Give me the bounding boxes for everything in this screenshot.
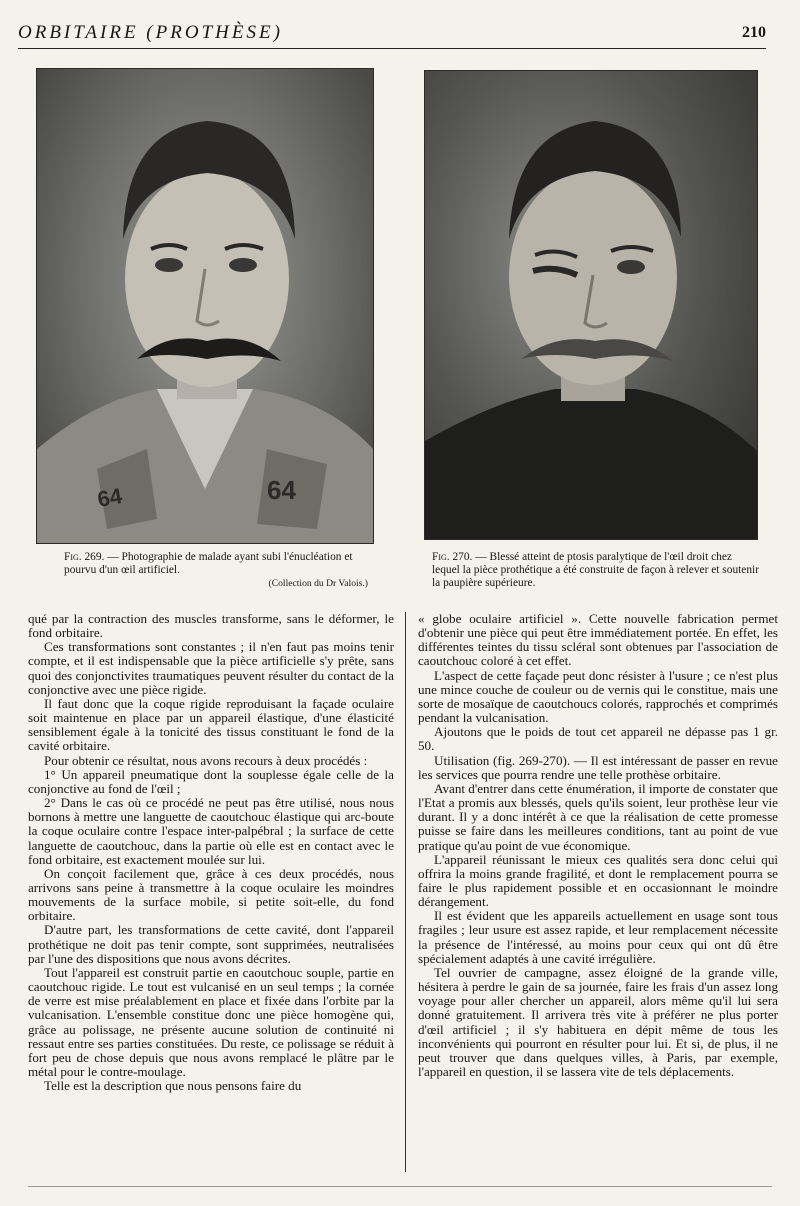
paragraph: D'autre part, les transformations de cette cavité, dont l'appareil prothétique ne doit pas tenir compte, sont supprimées, neutralisées par l'une des dispositions que nous avons décrites.: [28, 922, 394, 966]
paragraph: L'aspect de cette façade peut donc résister à l'usure ; ce n'est plus une mince couche de couleur ou de vernis qui le constitue, mais une sorte de mosaïque de caoutchoucs colorés, rapprochés et comprimés pendant la vulcanisation.: [418, 667, 778, 726]
figure-269-credit: (Collection du Dr Valois.): [268, 578, 368, 589]
svg-text:64: 64: [95, 483, 124, 512]
paragraph: Pour obtenir ce résultat, nous avons recours à deux procédés :: [44, 752, 368, 768]
figure-269-label: Fig. 269.: [64, 551, 105, 563]
figure-270-photo: [424, 70, 758, 540]
paragraph: 2° Dans le cas où ce procédé ne peut pas être utilisé, nous nous bornons à mettre une languette de caoutchouc élastique qui arc-boute la coque oculaire contre l'espace inter-palpébral ; la surface de cette languette de caoutchouc, dans la partie où elle est en contact avec le fond orbitaire, est exactement moulée sur lui.: [28, 795, 394, 867]
figure-270-caption: [432, 551, 762, 590]
paragraph: Ajoutons que le poids de tout cet appareil ne dépasse pas 1 gr. 50.: [418, 724, 778, 754]
paragraph: Ces transformations sont constantes ; il n'en faut pas moins tenir compte, et il est indispensable que la pièce artificielle s'y prête, sans quoi des conjonctivites traumatiques peuvent résulter du contact de la conjonctive avec une pièce rigide.: [28, 639, 394, 697]
bottom-rule: [28, 1186, 772, 1187]
running-header: [18, 22, 766, 49]
paragraph: 1° Un appareil pneumatique dont la souplesse égale celle de la conjonctive au fond de l'œil ;: [28, 766, 394, 796]
column-divider: [405, 612, 406, 1172]
paragraph: Tout l'appareil est construit partie en caoutchouc souple, partie en caoutchouc rigide. Le tout est vulcanisé en un seul temps ; la cornée de verre est mise préalablement en place et fixée dans l'orbite par la vulcanisation. L'ensemble constitue donc une pièce homogène qui, grâce au polissage, ne présente aucune solution de continuité ni ressaut entre ses parties constituées. Du reste, ce polissage se réduit à fort peu de chose depuis que nous avons remplacé le plâtre par le métal pour le contre-moulage.: [28, 964, 394, 1079]
paragraph: On conçoit facilement que, grâce à ces deux procédés, nous arrivons sans peine à transmettre à la coque oculaire les moindres mouvements de la surface mobile, si petite soit-elle, du fond orbitaire.: [28, 865, 394, 924]
figure-270-label: Fig. 270.: [432, 551, 473, 563]
figure-269-caption: [64, 551, 374, 590]
left-text-column: [28, 612, 394, 1093]
figure-270-caption-text: — Blessé atteint de ptosis paralytique de l'œil droit chez lequel la pièce prothétique a été construite de façon à relever et soutenir la paupière supérieure.: [432, 551, 760, 589]
paragraph: Utilisation (fig. 269-270). — Il est intéressant de passer en revue les services que pourra rendre une telle prothèse orbitaire.: [418, 752, 778, 782]
paragraph: « globe oculaire artificiel ». Cette nouvelle fabrication permet d'obtenir une pièce qui peut être immédiatement portée. En effet, les différentes teintes du tissu scléral sont obtenues par l'association de caoutchouc coloré à cet effet.: [418, 611, 778, 669]
paragraph: Tel ouvrier de campagne, assez éloigné de la grande ville, hésitera à perdre le gain de sa journée, faire les frais d'un assez long voyage pour aller chercher un appareil, alors même qu'il lui sera donné gratuitement. Il arrivera très vite à préférer ne plus porter d'œil artificiel ; il s'y habituera en dépit même de tous les inconvénients qui pourront en résulter pour lui. Et si, de plus, il ne peut trouver que dans quelques villes, à Paris, par exemple, l'appareil en question, il se lassera vite de tels déplacements.: [418, 964, 778, 1079]
paragraph: Avant d'entrer dans cette énumération, il importe de constater que l'Etat a promis aux blessés, quels qu'ils soient, leur prothèse leur vie durant. Il y a donc intérêt à ce que la réalisation de cette promesse puisse se faire dans les meilleures conditions, tant au point de vue pratique qu'au point de vue économique.: [418, 780, 778, 853]
paragraph: L'appareil réunissant le mieux ces qualités sera donc celui qui offrira la moins grande fragilité, et dont le remplacement pourra se faire le plus rapidement possible et en occasionnant le moindre dérangement.: [418, 851, 778, 910]
right-text-column: [418, 612, 778, 1079]
svg-text:64: 64: [267, 475, 296, 505]
paragraph: Il faut donc que la coque rigide reproduisant la façade oculaire soit maintenue en place par un appareil élastique, d'une élasticité sensiblement égale à la tonicité des tissus constituant le fond de la cavité orbitaire.: [28, 695, 394, 754]
figure-269-photo: [36, 68, 374, 544]
page-number: 210: [742, 24, 766, 41]
paragraph: Il est évident que les appareils actuellement en usage sont tous fragiles ; leur usure est assez rapide, et leur remplacement nécessite la présence de l'intéressé, au moins pour ceux qui ont dû être spécialement adaptés à une cavité irrégulière.: [418, 908, 778, 966]
figure-269-caption-text: — Photographie de malade ayant subi l'énucléation et pourvu d'un œil artificiel.: [64, 551, 353, 576]
paragraph: Telle est la description que nous pensons faire du: [44, 1078, 302, 1094]
paragraph: qué par la contraction des muscles transforme, sans le déformer, le fond orbitaire.: [28, 611, 394, 641]
portrait-soldier-image: [37, 69, 373, 543]
portrait-ptosis-image: [425, 71, 757, 539]
page-title: ORBITAIRE (PROTHÈSE): [18, 22, 283, 43]
